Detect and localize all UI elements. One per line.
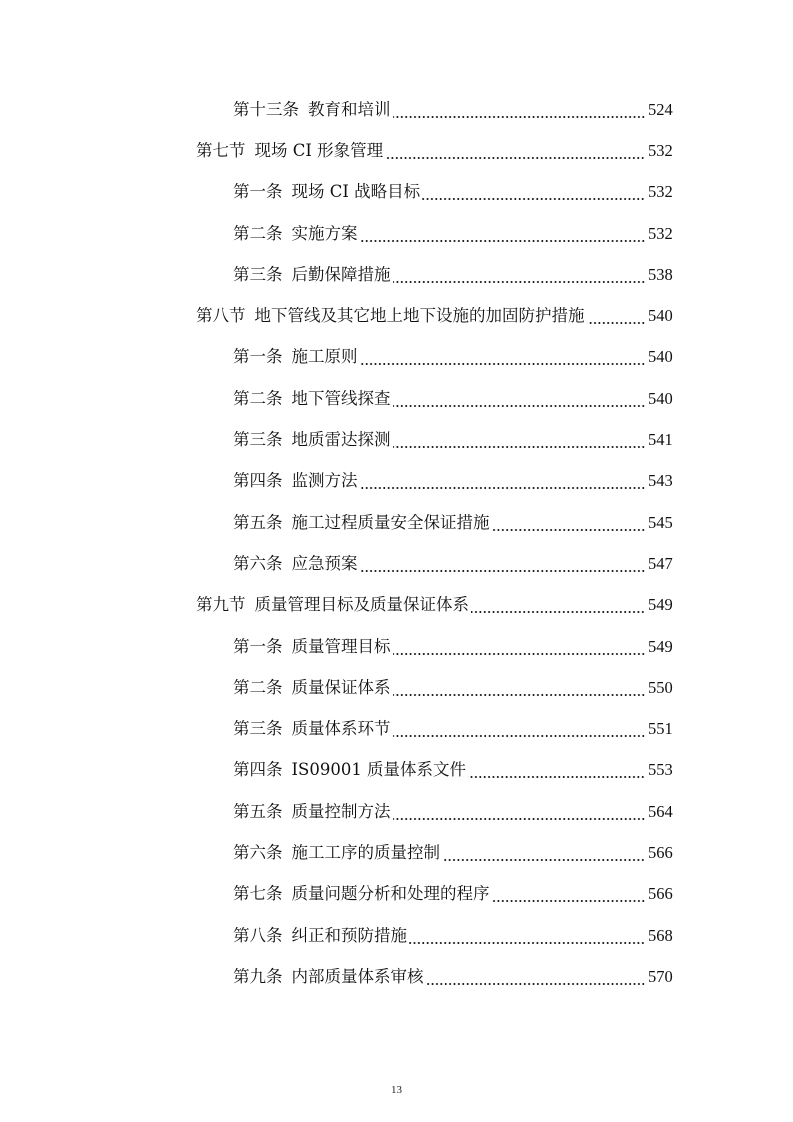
toc-entry-title: 施工原则 [291, 347, 358, 367]
toc-entry-number: 第三条 [233, 430, 283, 450]
toc-entry-title: IS09001 质量体系文件 [291, 760, 467, 780]
toc-entry[interactable] [0, 708, 793, 749]
toc-entry-page: 524 [648, 99, 673, 119]
toc-entry-page: 549 [648, 636, 673, 656]
dot-leader [393, 116, 646, 118]
toc-entry-title: 质量问题分析和处理的程序 [291, 884, 490, 904]
toc-entry-page: 532 [648, 140, 673, 160]
toc-entry-number: 第六条 [233, 842, 283, 862]
toc-entry-page: 538 [648, 264, 673, 284]
toc-section-entry[interactable] [0, 585, 793, 626]
dot-leader [393, 653, 646, 655]
toc-entry-number: 第二条 [233, 677, 283, 697]
dot-leader [422, 198, 645, 200]
dot-leader [587, 322, 646, 324]
toc-entry-title: 施工过程质量安全保证措施 [291, 512, 490, 532]
toc-entry-number: 第三条 [233, 719, 283, 739]
toc-entry-number: 第七节 [196, 140, 246, 160]
toc-entry[interactable] [0, 337, 793, 378]
toc-entry-page: 549 [648, 595, 673, 615]
dot-leader [492, 900, 646, 902]
toc-entry-title: 监测方法 [291, 471, 358, 491]
toc-entry-page: 568 [648, 925, 673, 945]
dot-leader [393, 446, 646, 448]
toc-entry-number: 第二条 [233, 388, 283, 408]
toc-entry-number: 第五条 [233, 512, 283, 532]
toc-entry-page: 570 [648, 966, 673, 986]
toc-entry-number: 第十三条 [233, 99, 299, 119]
toc-entry[interactable] [0, 89, 793, 130]
toc-entry-page: 532 [648, 223, 673, 243]
toc-entry-page: 553 [648, 760, 673, 780]
toc-entry[interactable] [0, 667, 793, 708]
dot-leader [426, 983, 646, 985]
toc-entry-page: 547 [648, 553, 673, 573]
dot-leader [409, 942, 645, 944]
toc-entry[interactable] [0, 213, 793, 254]
toc-entry[interactable] [0, 502, 793, 543]
toc-entry[interactable] [0, 626, 793, 667]
dot-leader [360, 570, 646, 572]
dot-leader [442, 859, 645, 861]
toc-entry-title: 地质雷达探测 [291, 430, 391, 450]
toc-entry-title: 现场 CI 战略目标 [291, 182, 421, 202]
toc-entry-title: 质量体系环节 [291, 719, 391, 739]
toc-entry[interactable] [0, 461, 793, 502]
toc-entry-title: 地下管线探查 [291, 388, 391, 408]
table-of-contents [0, 89, 793, 998]
toc-entry[interactable] [0, 874, 793, 915]
dot-leader [468, 776, 645, 778]
toc-entry-number: 第四条 [233, 471, 283, 491]
toc-section-entry[interactable] [0, 295, 793, 336]
toc-entry-title: 应急预案 [291, 553, 358, 573]
toc-entry-page: 541 [648, 430, 673, 450]
toc-entry-number: 第一条 [233, 182, 283, 202]
toc-entry-number: 第一条 [233, 636, 283, 656]
toc-entry-title: 质量保证体系 [291, 677, 391, 697]
toc-entry-number: 第八节 [196, 306, 246, 326]
toc-entry-title: 质量控制方法 [291, 801, 391, 821]
toc-entry-title: 后勤保障措施 [291, 264, 391, 284]
toc-entry-page: 540 [648, 347, 673, 367]
toc-entry-number: 第一条 [233, 347, 283, 367]
dot-leader [360, 487, 646, 489]
toc-entry[interactable] [0, 750, 793, 791]
toc-entry-title: 实施方案 [291, 223, 358, 243]
page-number: 13 [391, 1084, 402, 1096]
toc-entry-page: 543 [648, 471, 673, 491]
dot-leader [360, 363, 646, 365]
toc-entry-page: 564 [648, 801, 673, 821]
toc-entry-title: 教育和培训 [308, 99, 391, 119]
toc-entry-page: 566 [648, 884, 673, 904]
toc-entry-number: 第四条 [233, 760, 283, 780]
dot-leader [393, 405, 646, 407]
toc-entry-page: 540 [648, 388, 673, 408]
toc-entry-title: 质量管理目标 [291, 636, 391, 656]
toc-entry-page: 540 [648, 306, 673, 326]
toc-entry[interactable] [0, 543, 793, 584]
toc-section-entry[interactable] [0, 130, 793, 171]
toc-entry-number: 第八条 [233, 925, 283, 945]
toc-entry-number: 第二条 [233, 223, 283, 243]
toc-entry[interactable] [0, 832, 793, 873]
toc-entry[interactable] [0, 915, 793, 956]
toc-entry[interactable] [0, 378, 793, 419]
dot-leader [393, 735, 646, 737]
toc-entry-title: 地下管线及其它地上地下设施的加固防护措施 [254, 306, 585, 326]
toc-entry-title: 内部质量体系审核 [291, 966, 424, 986]
dot-leader [360, 240, 646, 242]
toc-entry-number: 第六条 [233, 553, 283, 573]
dot-leader [492, 529, 646, 531]
dot-leader [385, 157, 645, 159]
dot-leader [393, 818, 646, 820]
toc-entry-page: 550 [648, 677, 673, 697]
dot-leader [393, 694, 646, 696]
toc-entry[interactable] [0, 419, 793, 460]
toc-entry-page: 566 [648, 842, 673, 862]
toc-entry-number: 第五条 [233, 801, 283, 821]
dot-leader [393, 281, 646, 283]
toc-entry-title: 质量管理目标及质量保证体系 [254, 595, 469, 615]
toc-entry-number: 第九节 [196, 595, 246, 615]
toc-entry-title: 现场 CI 形象管理 [254, 140, 384, 160]
toc-entry-page: 532 [648, 182, 673, 202]
toc-entry-number: 第三条 [233, 264, 283, 284]
toc-entry[interactable] [0, 956, 793, 997]
toc-entry[interactable] [0, 172, 793, 213]
toc-entry[interactable] [0, 254, 793, 295]
toc-entry-number: 第九条 [233, 966, 283, 986]
toc-entry-page: 551 [648, 719, 673, 739]
toc-entry-title: 纠正和预防措施 [291, 925, 407, 945]
toc-entry-page: 545 [648, 512, 673, 532]
toc-entry-title: 施工工序的质量控制 [291, 842, 440, 862]
dot-leader [471, 611, 645, 613]
toc-entry-number: 第七条 [233, 884, 283, 904]
toc-entry[interactable] [0, 791, 793, 832]
